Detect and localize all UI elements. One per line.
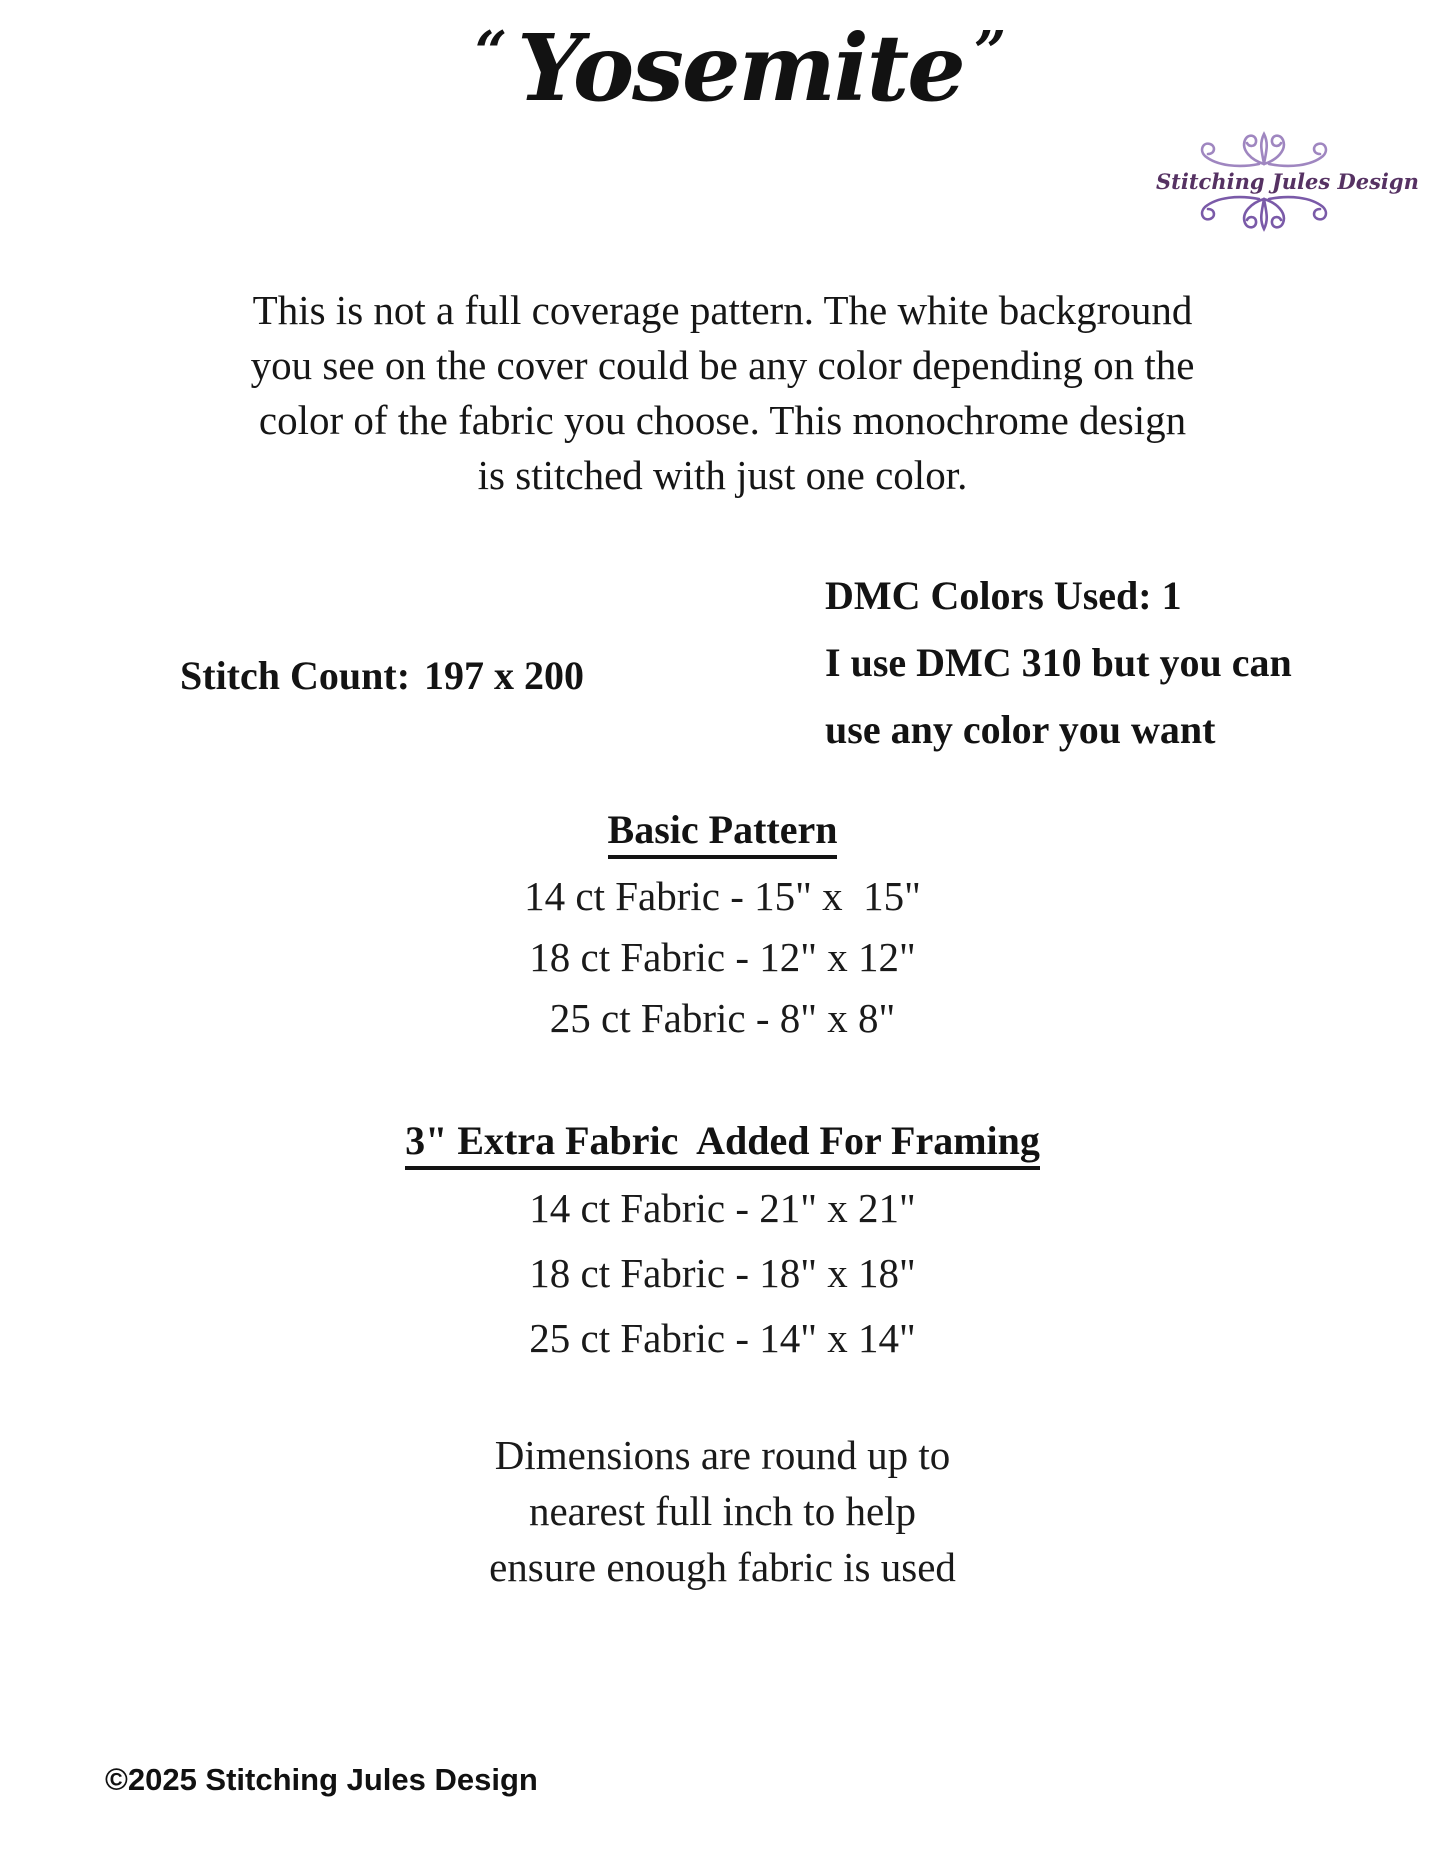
basic-pattern-heading-text: Basic Pattern (608, 806, 838, 859)
logo-text: Stitching Jules Design (1156, 169, 1419, 194)
intro-paragraph (0, 283, 1445, 503)
copyright-text: ©2025 Stitching Jules Design (105, 1762, 538, 1797)
basic-size-14ct: 14 ct Fabric - 15" x 15" (524, 873, 921, 919)
dmc-line-1: DMC Colors Used: 1 (825, 573, 1182, 618)
framing-sizes (0, 1176, 1445, 1371)
page-title (0, 14, 1445, 122)
basic-pattern-sizes (0, 866, 1445, 1049)
dmc-colors-block (825, 562, 1292, 763)
stitch-count (140, 604, 584, 748)
intro-line-1: This is not a full coverage pattern. The white background (252, 287, 1193, 333)
dmc-line-2: I use DMC 310 but you can (825, 640, 1292, 685)
framing-heading-text: 3" Extra Fabric Added For Framing (405, 1117, 1040, 1170)
intro-line-2: you see on the cover could be any color depending on the (250, 342, 1195, 388)
framing-size-14ct: 14 ct Fabric - 21" x 21" (529, 1185, 916, 1231)
logo-flourish-top-icon (1188, 126, 1340, 168)
basic-size-18ct: 18 ct Fabric - 12" x 12" (529, 934, 916, 980)
intro-line-3: color of the fabric you choose. This monochrome design (258, 397, 1187, 443)
stitch-count-value: 197 x 200 (424, 653, 585, 698)
basic-pattern-heading (0, 806, 1445, 859)
intro-line-4: is stitched with just one color. (477, 452, 968, 498)
brand-logo (1156, 126, 1419, 237)
logo-flourish-bottom-icon (1188, 195, 1340, 237)
title-open-quote: “ (474, 18, 508, 85)
dimensions-line-1: Dimensions are round up to (494, 1432, 951, 1478)
dimensions-line-3: ensure enough fabric is used (489, 1544, 956, 1590)
framing-size-18ct: 18 ct Fabric - 18" x 18" (529, 1250, 916, 1296)
dmc-line-3: use any color you want (825, 707, 1216, 752)
dimensions-line-2: nearest full inch to help (528, 1488, 917, 1534)
basic-size-25ct: 25 ct Fabric - 8" x 8" (549, 995, 896, 1041)
dimensions-note (0, 1427, 1445, 1595)
title-close-quote: ” (973, 18, 1007, 85)
framing-heading (0, 1117, 1445, 1170)
title-text: Yosemite (517, 14, 964, 122)
framing-size-25ct: 25 ct Fabric - 14" x 14" (529, 1315, 916, 1361)
stitch-count-label: Stitch Count: (180, 653, 411, 698)
